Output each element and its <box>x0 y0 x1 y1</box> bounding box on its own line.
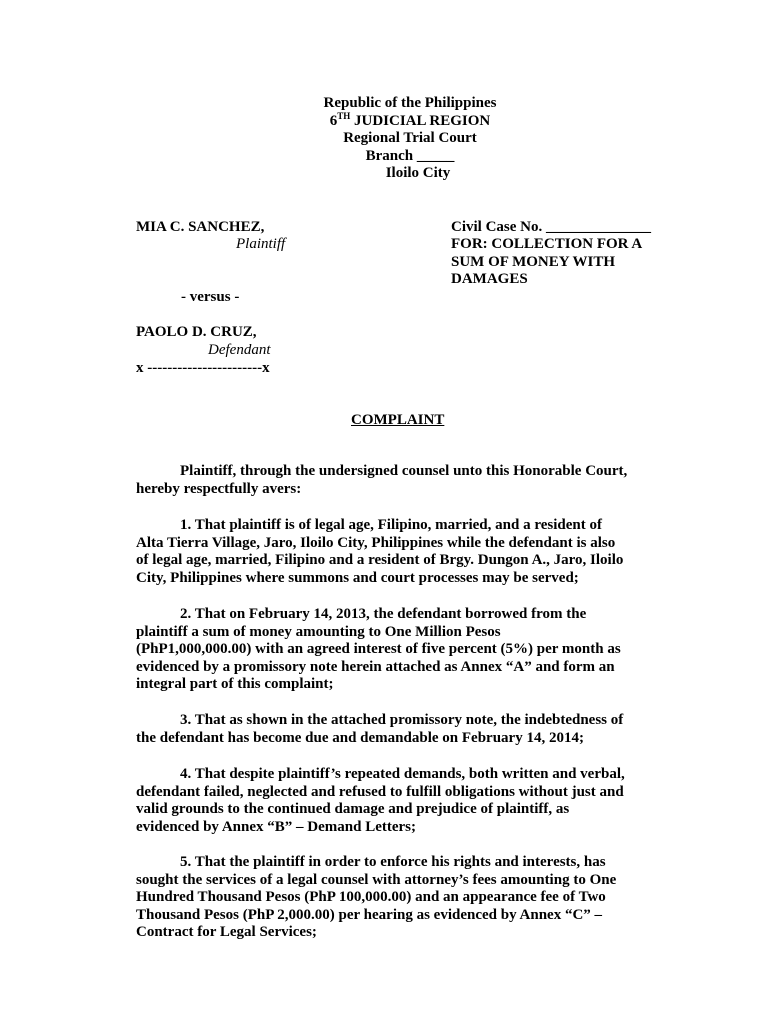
paragraph-line: the defendant has become due and demandable on February 14, 2014; <box>136 729 584 746</box>
paragraph-intro <box>136 463 678 498</box>
plaintiff-name: MIA C. SANCHEZ, <box>136 219 265 235</box>
header-republic: Republic of the Philippines <box>323 95 497 111</box>
paragraph-line: Contract for Legal Services; <box>136 924 317 940</box>
paragraph-line: hereby respectfully avers: <box>136 480 302 497</box>
paragraph-line: valid grounds to the continued damage and prejudice of plaintiff, as <box>136 801 570 817</box>
paragraph-line: Alta Tierra Village, Jaro, Iloilo City, Philippines while the defendant is also <box>136 534 616 551</box>
paragraph-line: integral part of this complaint; <box>136 676 334 692</box>
paragraph-4 <box>136 766 678 836</box>
paragraph-line: 5. That the plaintiff in order to enforce his rights and interests, has <box>180 854 606 870</box>
header-branch: Branch _____ <box>365 147 455 164</box>
paragraph-line: evidenced by Annex “B” – Demand Letters; <box>136 818 416 835</box>
paragraph-line: City, Philippines where summons and court processes may be served; <box>136 569 579 586</box>
paragraph-line: evidenced by a promissory note herein attached as Annex “A” and form an <box>136 658 615 675</box>
document-title: COMPLAINT <box>351 412 445 428</box>
defendant-role: Defendant <box>208 342 271 358</box>
versus-label: - versus - <box>181 289 240 305</box>
paragraph-line: 4. That despite plaintiff’s repeated demands, both written and verbal, <box>180 766 625 782</box>
header-judicial-region: 6TH JUDICIAL REGION <box>329 110 491 129</box>
paragraph-line: (PhP1,000,000.00) with an agreed interest of five percent (5%) per month as <box>136 641 621 657</box>
paragraph-2 <box>136 606 678 694</box>
case-nature-line-1: FOR: COLLECTION FOR A <box>451 236 643 252</box>
case-nature-line-2: SUM OF MONEY WITH <box>451 254 616 270</box>
paragraph-line: 1. That plaintiff is of legal age, Filipino, married, and a resident of <box>180 517 602 533</box>
paragraph-line: sought the services of a legal counsel with attorney’s fees amounting to One <box>136 871 617 888</box>
caption-separator: x -----------------------x <box>136 360 270 376</box>
paragraph-line: plaintiff a sum of money amounting to One Million Pesos <box>136 623 501 640</box>
paragraph-3 <box>136 712 678 747</box>
paragraph-1 <box>136 517 678 587</box>
paragraph-line: defendant failed, neglected and refused to fulfill obligations without just and <box>136 783 624 800</box>
paragraph-line: Thousand Pesos (PhP 2,000.00) per hearing as evidenced by Annex “C” – <box>136 906 603 923</box>
paragraph-line: Hundred Thousand Pesos (PhP 100,000.00) and an appearance fee of Two <box>136 889 606 905</box>
defendant-name: PAOLO D. CRUZ, <box>136 324 257 340</box>
paragraph-line: 2. That on February 14, 2013, the defendant borrowed from the <box>180 606 587 622</box>
paragraph-line: 3. That as shown in the attached promissory note, the indebtedness of <box>180 712 624 728</box>
civil-case-number: Civil Case No. ______________ <box>451 219 651 235</box>
paragraph-5 <box>136 854 678 942</box>
paragraph-line: Plaintiff, through the undersigned counsel unto this Honorable Court, <box>180 463 628 479</box>
header-city: Iloilo City <box>385 165 451 181</box>
paragraph-line: of legal age, married, Filipino and a resident of Brgy. Dungon A., Jaro, Iloilo <box>136 552 624 568</box>
court-header <box>300 95 520 183</box>
case-nature-line-3: DAMAGES <box>451 271 528 287</box>
header-court: Regional Trial Court <box>343 130 477 146</box>
plaintiff-role: Plaintiff <box>236 236 286 252</box>
